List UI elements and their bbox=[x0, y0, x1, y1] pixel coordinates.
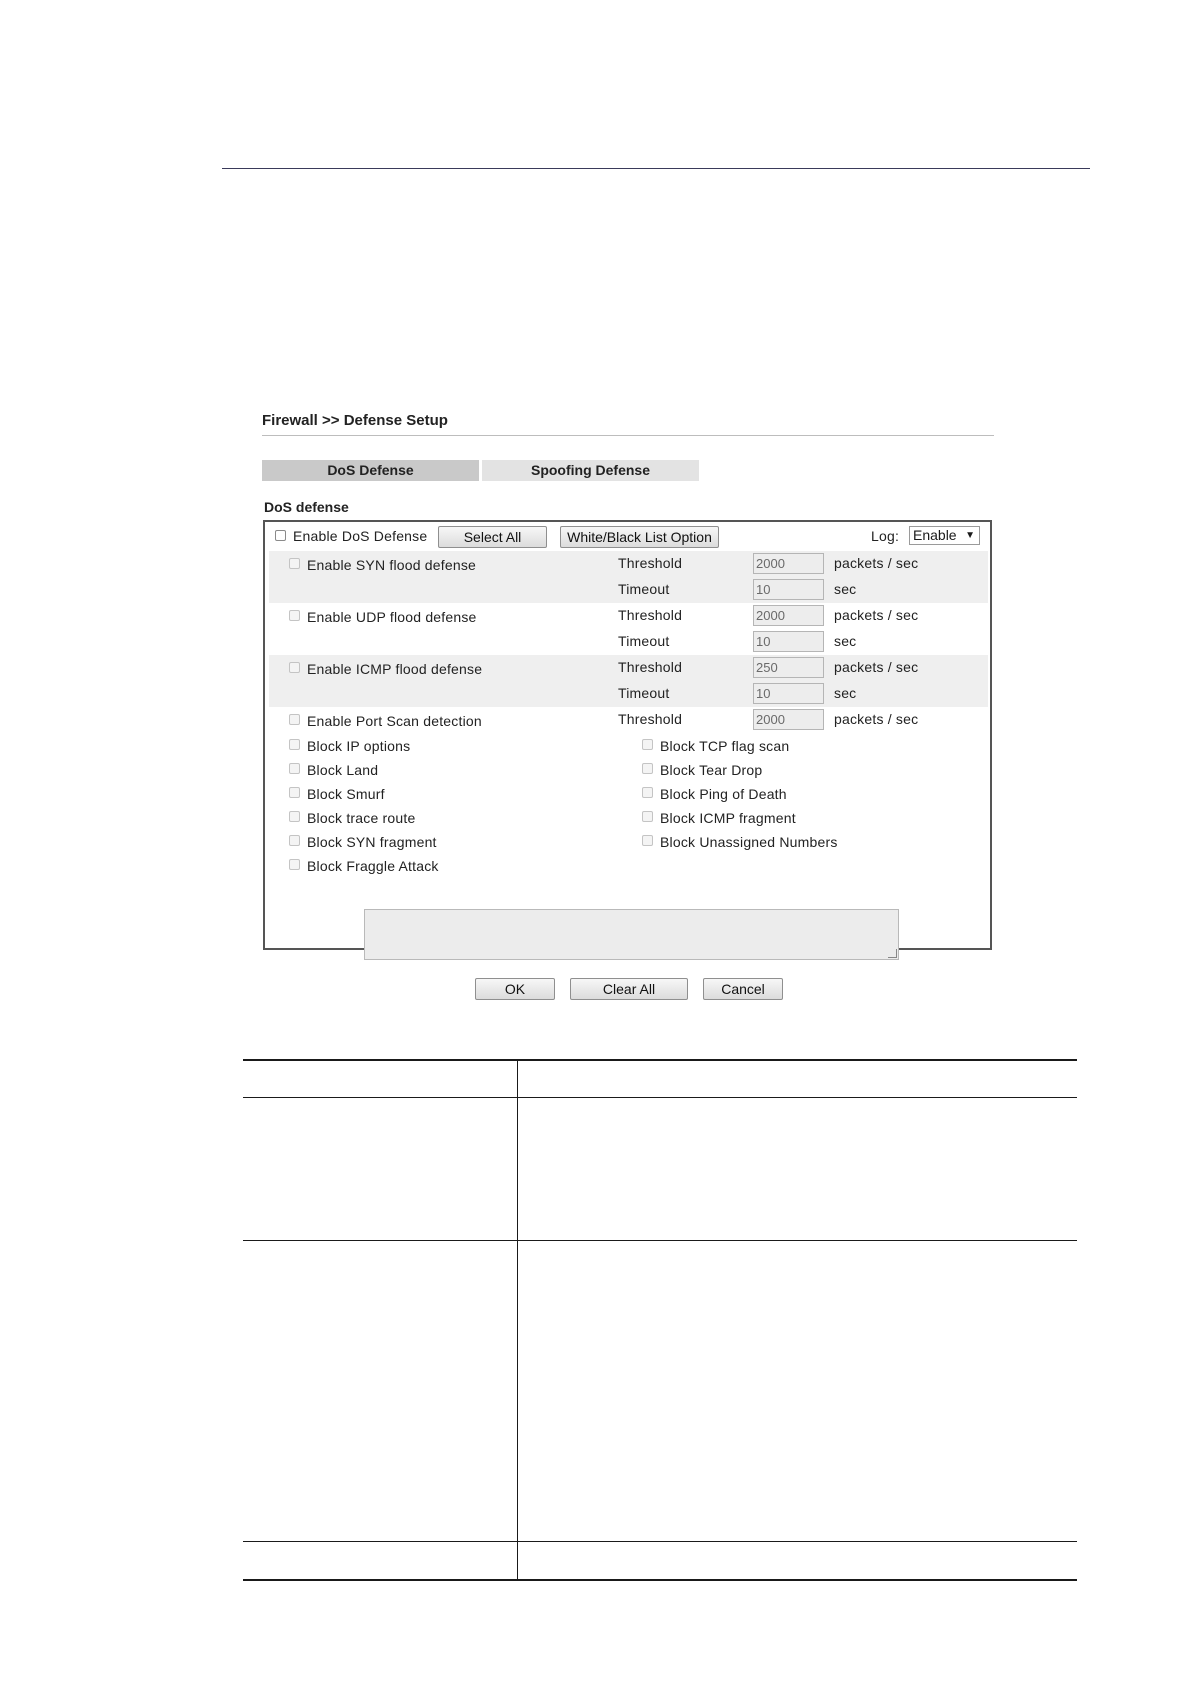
port-scan-checkbox[interactable] bbox=[289, 714, 300, 725]
log-label: Log: bbox=[871, 528, 900, 544]
block-fraggle-label: Block Fraggle Attack bbox=[307, 858, 439, 874]
block-unassigned-numbers-checkbox[interactable] bbox=[642, 835, 653, 846]
syn-timeout-unit: sec bbox=[834, 581, 857, 597]
block-ip-options-label: Block IP options bbox=[307, 738, 411, 754]
white-black-list-button[interactable]: White/Black List Option bbox=[560, 526, 719, 548]
clear-all-button[interactable]: Clear All bbox=[570, 978, 688, 1000]
block-tear-drop-label: Block Tear Drop bbox=[660, 762, 763, 778]
udp-threshold-unit: packets / sec bbox=[834, 607, 919, 623]
log-select[interactable] bbox=[909, 526, 980, 545]
icmp-flood-checkbox[interactable] bbox=[289, 662, 300, 673]
icmp-threshold-unit: packets / sec bbox=[834, 659, 919, 675]
block-syn-fragment-label: Block SYN fragment bbox=[307, 834, 437, 850]
icmp-flood-label: Enable ICMP flood defense bbox=[307, 661, 483, 677]
table-bottom-rule bbox=[243, 1579, 1077, 1581]
port-scan-label: Enable Port Scan detection bbox=[307, 713, 482, 729]
tab-dos-defense[interactable]: DoS Defense bbox=[262, 460, 479, 481]
block-smurf-label: Block Smurf bbox=[307, 786, 385, 802]
block-trace-route-label: Block trace route bbox=[307, 810, 416, 826]
udp-threshold-label: Threshold bbox=[618, 607, 683, 623]
description-table bbox=[243, 1059, 1077, 1581]
port-scan-threshold-input[interactable]: 2000 bbox=[753, 709, 824, 730]
icmp-timeout-input[interactable]: 10 bbox=[753, 683, 824, 704]
syn-timeout-input[interactable]: 10 bbox=[753, 579, 824, 600]
block-smurf-checkbox[interactable] bbox=[289, 787, 300, 798]
block-ip-options-checkbox[interactable] bbox=[289, 739, 300, 750]
chevron-down-icon: ▼ bbox=[965, 530, 975, 541]
syn-threshold-input[interactable]: 2000 bbox=[753, 553, 824, 574]
block-syn-fragment-checkbox[interactable] bbox=[289, 835, 300, 846]
table-column-divider bbox=[517, 1059, 518, 1581]
port-scan-threshold-label: Threshold bbox=[618, 711, 683, 727]
syn-flood-label: Enable SYN flood defense bbox=[307, 557, 477, 573]
block-icmp-fragment-checkbox[interactable] bbox=[642, 811, 653, 822]
dos-defense-panel bbox=[263, 520, 992, 950]
block-ping-of-death-checkbox[interactable] bbox=[642, 787, 653, 798]
select-all-button[interactable]: Select All bbox=[438, 526, 547, 548]
tab-bar bbox=[262, 460, 699, 481]
udp-threshold-input[interactable]: 2000 bbox=[753, 605, 824, 626]
enable-dos-checkbox[interactable] bbox=[275, 530, 286, 541]
block-tcp-flag-scan-checkbox[interactable] bbox=[642, 739, 653, 750]
syn-timeout-label: Timeout bbox=[618, 581, 670, 597]
syn-threshold-label: Threshold bbox=[618, 555, 683, 571]
notes-textarea[interactable] bbox=[364, 909, 899, 960]
defense-setup-screenshot bbox=[262, 408, 996, 998]
block-fraggle-checkbox[interactable] bbox=[289, 859, 300, 870]
breadcrumb-divider bbox=[262, 435, 994, 436]
block-unassigned-numbers-label: Block Unassigned Numbers bbox=[660, 834, 838, 850]
ok-button[interactable]: OK bbox=[475, 978, 555, 1000]
table-row-rule bbox=[243, 1240, 1077, 1241]
udp-timeout-label: Timeout bbox=[618, 633, 670, 649]
table-row-rule bbox=[243, 1541, 1077, 1542]
udp-timeout-input[interactable]: 10 bbox=[753, 631, 824, 652]
section-title: DoS defense bbox=[264, 499, 349, 515]
icmp-timeout-label: Timeout bbox=[618, 685, 670, 701]
tab-spoofing-defense[interactable]: Spoofing Defense bbox=[482, 460, 699, 481]
icmp-timeout-unit: sec bbox=[834, 685, 857, 701]
table-header-rule bbox=[243, 1097, 1077, 1098]
udp-timeout-unit: sec bbox=[834, 633, 857, 649]
udp-flood-checkbox[interactable] bbox=[289, 610, 300, 621]
port-scan-threshold-unit: packets / sec bbox=[834, 711, 919, 727]
syn-threshold-unit: packets / sec bbox=[834, 555, 919, 571]
block-land-checkbox[interactable] bbox=[289, 763, 300, 774]
breadcrumb: Firewall >> Defense Setup bbox=[262, 412, 448, 429]
block-trace-route-checkbox[interactable] bbox=[289, 811, 300, 822]
udp-flood-label: Enable UDP flood defense bbox=[307, 609, 477, 625]
block-ping-of-death-label: Block Ping of Death bbox=[660, 786, 787, 802]
log-select-value: Enable bbox=[913, 527, 957, 543]
enable-dos-label: Enable DoS Defense bbox=[293, 528, 428, 544]
block-tear-drop-checkbox[interactable] bbox=[642, 763, 653, 774]
block-tcp-flag-scan-label: Block TCP flag scan bbox=[660, 738, 790, 754]
block-land-label: Block Land bbox=[307, 762, 379, 778]
resize-grip-icon[interactable] bbox=[888, 949, 897, 958]
table-top-rule bbox=[243, 1059, 1077, 1061]
syn-flood-checkbox[interactable] bbox=[289, 558, 300, 569]
icmp-threshold-input[interactable]: 250 bbox=[753, 657, 824, 678]
cancel-button[interactable]: Cancel bbox=[703, 978, 783, 1000]
icmp-threshold-label: Threshold bbox=[618, 659, 683, 675]
block-icmp-fragment-label: Block ICMP fragment bbox=[660, 810, 796, 826]
page-top-rule bbox=[222, 168, 1090, 169]
